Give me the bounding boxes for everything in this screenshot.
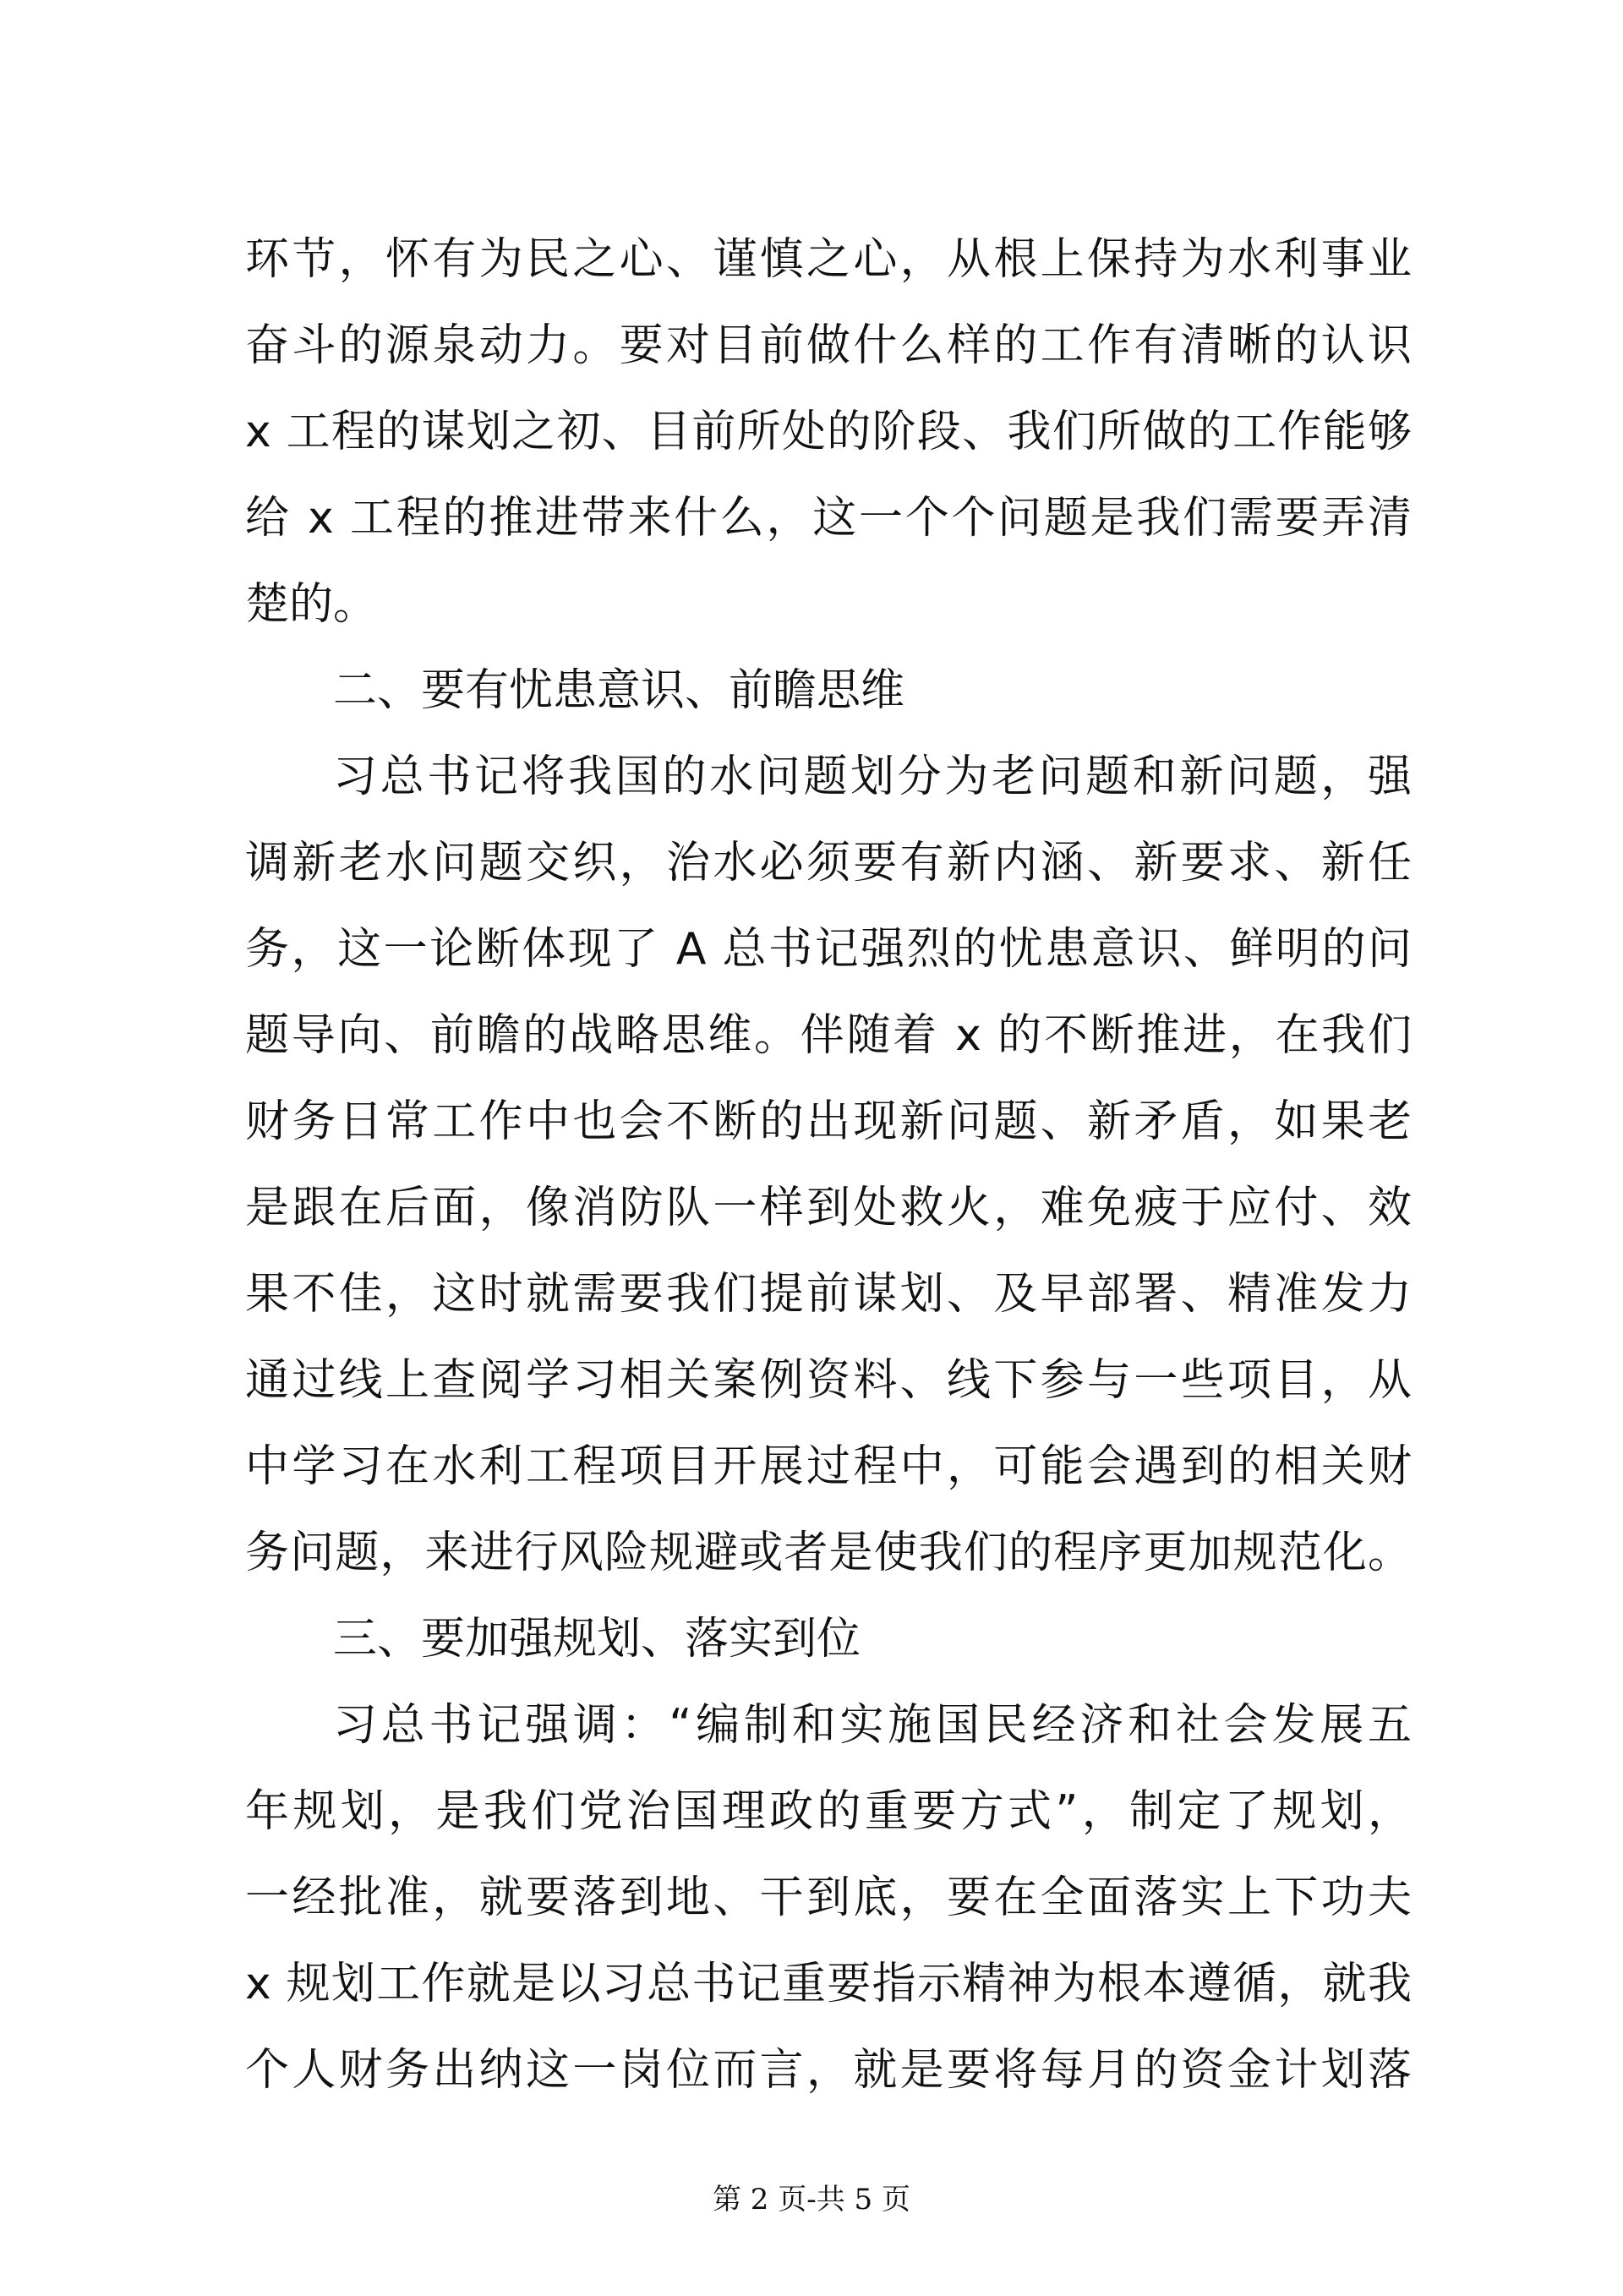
text-line: 习总书记强调：“编制和实施国民经济和社会发展五	[333, 1700, 1412, 1751]
text-line: 中学习在水利工程项目开展过程中，可能会遇到的相关财	[245, 1441, 1412, 1492]
text-line: 奋斗的源泉动力。要对目前做什么样的工作有清晰的认识	[245, 320, 1412, 371]
text-line: 果不佳，这时就需要我们提前谋划、及早部署、精准发力	[245, 1269, 1412, 1320]
text-line: 年规划，是我们党治国理政的重要方式”，制定了规划，	[245, 1786, 1412, 1837]
text-line: x 工程的谋划之初、目前所处的阶段、我们所做的工作能够	[245, 407, 1412, 457]
section-heading-2: 二、要有忧患意识、前瞻思维	[333, 665, 905, 716]
section-heading-3: 三、要加强规划、落实到位	[333, 1614, 861, 1665]
text-line: 通过线上查阅学习相关案例资料、线下参与一些项目，从	[245, 1355, 1412, 1406]
document-body	[245, 216, 1412, 2113]
text-line: x 规划工作就是以习总书记重要指示精神为根本遵循，就我	[245, 1959, 1412, 2009]
text-line: 务，这一论断体现了 A 总书记强烈的忧患意识、鲜明的问	[245, 924, 1412, 975]
text-line: 财务日常工作中也会不断的出现新问题、新矛盾，如果老	[245, 1096, 1412, 1147]
text-line: 习总书记将我国的水问题划分为老问题和新问题，强	[333, 752, 1412, 802]
text-line: 个人财务出纳这一岗位而言，就是要将每月的资金计划落	[245, 2045, 1412, 2096]
text-line: 给 x 工程的推进带来什么，这一个个问题是我们需要弄清	[245, 493, 1412, 544]
text-line: 务问题，来进行风险规避或者是使我们的程序更加规范化。	[245, 1528, 1412, 1578]
text-line: 调新老水问题交织，治水必须要有新内涵、新要求、新任	[245, 838, 1412, 888]
text-line: 楚的。	[245, 579, 378, 630]
text-line: 一经批准，就要落到地、干到底，要在全面落实上下功夫	[245, 1872, 1412, 1923]
page-number-footer: 第 2 页-共 5 页	[713, 2183, 910, 2217]
text-line: 题导向、前瞻的战略思维。伴随着 x 的不断推进，在我们	[245, 1010, 1412, 1061]
text-line: 是跟在后面，像消防队一样到处救火，难免疲于应付、效	[245, 1183, 1412, 1233]
text-line: 环节，怀有为民之心、谨慎之心，从根上保持为水利事业	[245, 234, 1412, 285]
